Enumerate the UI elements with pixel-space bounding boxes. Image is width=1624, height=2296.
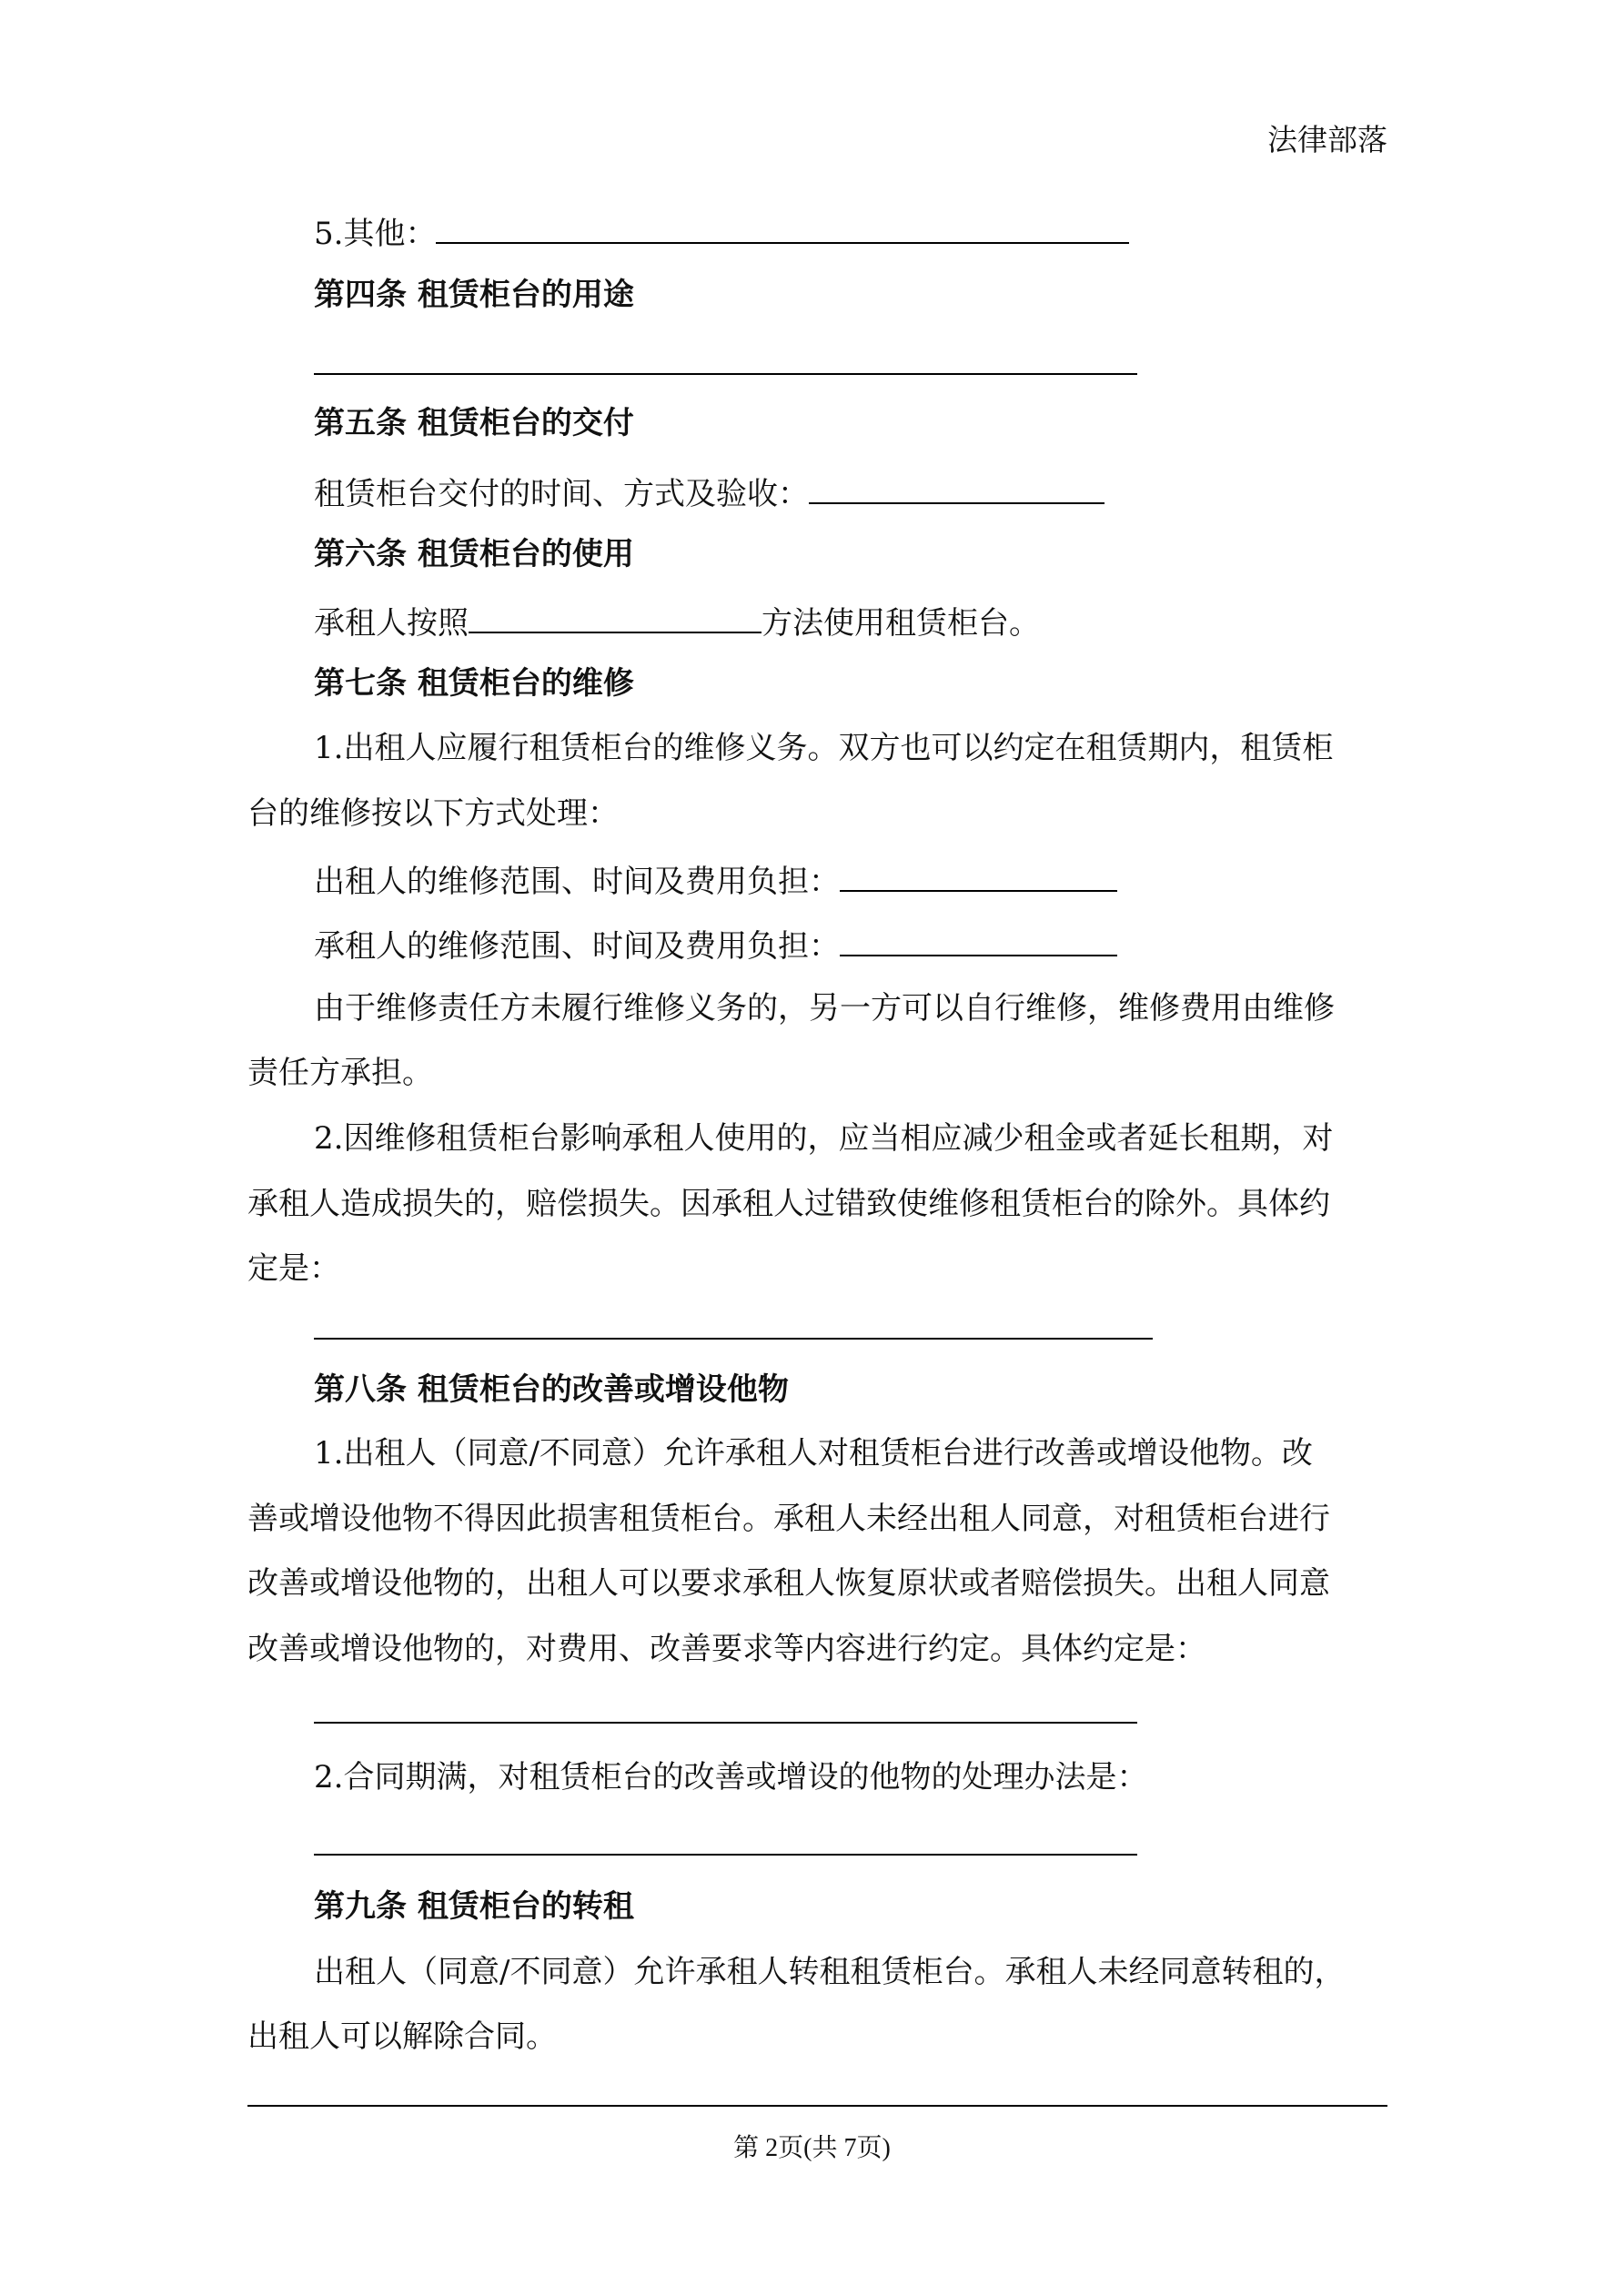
paragraph-line: 善或增设他物不得因此损害租赁柜台。承租人未经出租人同意，对租赁柜台进行 bbox=[247, 1501, 1330, 1537]
usage-label-end: 方法使用租赁柜台。 bbox=[762, 605, 1040, 642]
delivery-line bbox=[314, 475, 1105, 510]
other-label: 5.其他： bbox=[314, 216, 437, 252]
article-7-heading: 第七条 租赁柜台的维修 bbox=[314, 665, 634, 702]
delivery-blank bbox=[809, 475, 1105, 504]
header-brand: 法律部落 bbox=[1267, 122, 1387, 157]
paragraph-line: 责任方承担。 bbox=[247, 1055, 433, 1091]
improvement-agreement-blank bbox=[314, 1722, 1137, 1724]
other-line bbox=[314, 215, 1129, 252]
page-number: 第 2页(共 7页) bbox=[733, 2134, 891, 2162]
usage-blank bbox=[469, 604, 762, 633]
expiry-handling-blank bbox=[314, 1854, 1137, 1856]
article-4-blank bbox=[314, 373, 1137, 375]
paragraph-line: 承租人造成损失的，赔偿损失。因承租人过错致使维修租赁柜台的除外。具体约 bbox=[247, 1186, 1330, 1222]
paragraph-line: 出租人可以解除合同。 bbox=[247, 2018, 557, 2055]
lessor-repair-label: 出租人的维修范围、时间及费用负担： bbox=[314, 864, 840, 900]
repair-agreement-blank bbox=[314, 1338, 1153, 1340]
paragraph-line: 出租人（同意/不同意）允许承租人转租租赁柜台。承租人未经同意转租的， bbox=[314, 1954, 1346, 1990]
paragraph-line: 2.因维修租赁柜台影响承租人使用的，应当相应减少租金或者延长租期，对 bbox=[314, 1120, 1334, 1157]
article-6-heading: 第六条 租赁柜台的使用 bbox=[314, 536, 634, 572]
footer-divider bbox=[247, 2105, 1387, 2107]
lessee-repair-label: 承租人的维修范围、时间及费用负担： bbox=[314, 928, 840, 965]
lessor-repair-blank bbox=[840, 863, 1117, 892]
paragraph-line: 1.出租人（同意/不同意）允许承租人对租赁柜台进行改善或增设他物。改 bbox=[314, 1435, 1313, 1472]
lessor-repair-line bbox=[314, 863, 1117, 900]
paragraph-line: 1.出租人应履行租赁柜台的维修义务。双方也可以约定在租赁期内，租赁柜 bbox=[314, 730, 1334, 766]
article-8-heading: 第八条 租赁柜台的改善或增设他物 bbox=[314, 1371, 789, 1408]
paragraph-line: 改善或增设他物的，出租人可以要求承租人恢复原状或者赔偿损失。出租人同意 bbox=[247, 1565, 1330, 1602]
lessee-repair-line bbox=[314, 927, 1117, 965]
usage-label-start: 承租人按照 bbox=[314, 605, 469, 642]
other-blank bbox=[436, 215, 1129, 244]
usage-line bbox=[314, 604, 1040, 642]
paragraph-line: 改善或增设他物的，对费用、改善要求等内容进行约定。具体约定是： bbox=[247, 1631, 1206, 1667]
article-9-heading: 第九条 租赁柜台的转租 bbox=[314, 1888, 634, 1925]
paragraph-line: 台的维修按以下方式处理： bbox=[247, 795, 619, 832]
paragraph-line: 由于维修责任方未履行维修义务的，另一方可以自行维修，维修费用由维修 bbox=[314, 990, 1335, 1027]
delivery-label: 租赁柜台交付的时间、方式及验收： bbox=[314, 476, 809, 512]
lessee-repair-blank bbox=[840, 927, 1117, 956]
paragraph-line: 2.合同期满，对租赁柜台的改善或增设的他物的处理办法是： bbox=[314, 1759, 1148, 1795]
paragraph-line: 定是： bbox=[247, 1250, 340, 1287]
article-5-heading: 第五条 租赁柜台的交付 bbox=[314, 405, 634, 441]
article-4-heading: 第四条 租赁柜台的用途 bbox=[314, 277, 634, 313]
